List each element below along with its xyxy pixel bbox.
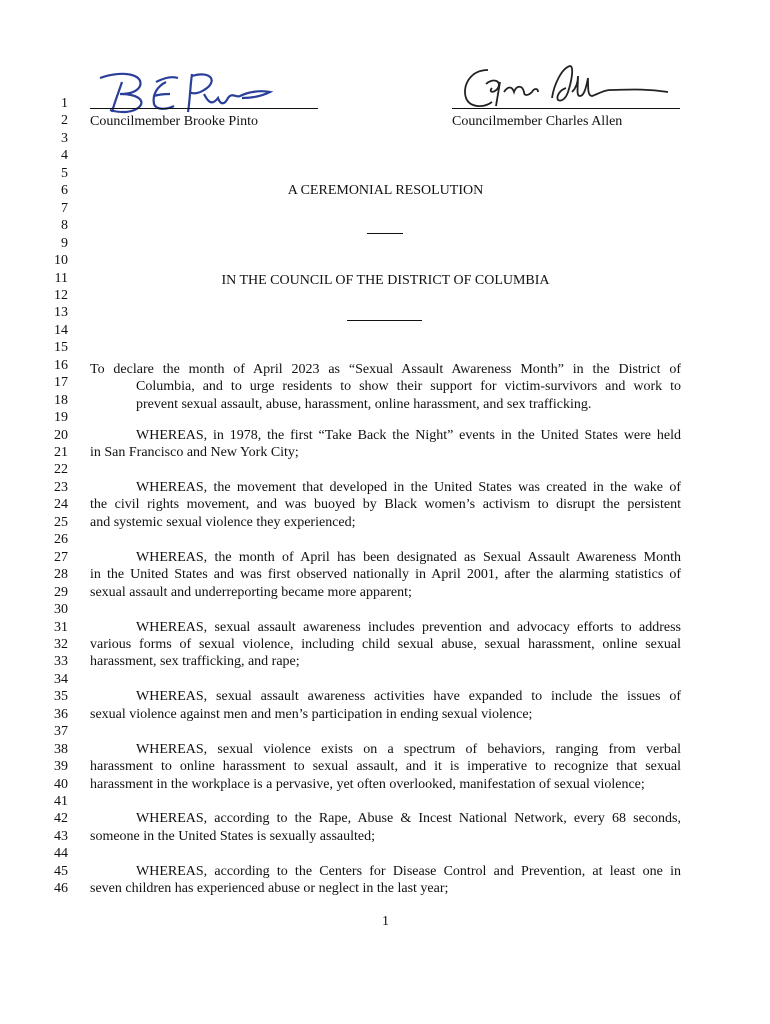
resolution-number-blank — [367, 233, 403, 234]
line-number: 5 — [61, 165, 68, 181]
line-number: 9 — [61, 235, 68, 251]
line-number: 44 — [54, 846, 68, 862]
resolution-title: A CEREMONIAL RESOLUTION — [287, 183, 484, 198]
line-number: 24 — [54, 497, 68, 513]
whereas-clause-line: WHEREAS, according to the Centers for Disease Control and Prevention, at least one in — [136, 863, 681, 879]
line-number: 42 — [54, 811, 68, 827]
purpose-line-3: prevent sexual assault, abuse, harassment, online harassment, and sex trafficking. — [136, 397, 592, 412]
line-number: 37 — [54, 724, 68, 740]
whereas-clause-line: various forms of sexual violence, including child sexual abuse, sexual harassment, online sexual — [90, 636, 681, 652]
line-number: 2 — [61, 113, 68, 129]
whereas-clause-line: sexual assault and underreporting became more apparent; — [90, 584, 412, 600]
line-number: 22 — [54, 462, 68, 478]
line-number: 12 — [54, 287, 68, 303]
line-number: 26 — [54, 532, 68, 548]
line-number: 19 — [54, 410, 68, 426]
whereas-clause-line: WHEREAS, sexual assault awareness activities have expanded to include the issues of — [136, 689, 681, 705]
line-number: 11 — [54, 270, 68, 286]
signature-line-left — [90, 108, 318, 109]
signature-line-right — [452, 108, 680, 109]
page-number: 1 — [382, 914, 389, 929]
line-number: 29 — [54, 584, 68, 600]
line-number: 35 — [54, 689, 68, 705]
line-number: 38 — [54, 741, 68, 757]
whereas-clause-line: someone in the United States is sexually assaulted; — [90, 828, 376, 844]
line-number: 21 — [54, 445, 68, 460]
whereas-clause-line: sexual violence against men and men’s participation in ending sexual violence; — [90, 706, 533, 722]
signatory-name-right: Councilmember Charles Allen — [452, 114, 623, 129]
line-number: 6 — [61, 183, 68, 199]
line-number: 13 — [54, 305, 68, 321]
line-number: 40 — [54, 776, 68, 792]
line-number: 3 — [61, 130, 68, 146]
whereas-clause-line: in San Francisco and New York City; — [90, 445, 299, 460]
line-number: 23 — [54, 479, 68, 495]
whereas-clause-line: WHEREAS, sexual violence exists on a spectrum of behaviors, ranging from verbal — [136, 741, 681, 757]
line-number: 46 — [54, 881, 68, 897]
line-number: 43 — [54, 828, 68, 844]
line-number: 14 — [54, 322, 68, 338]
signatory-name-left: Councilmember Brooke Pinto — [90, 114, 258, 129]
line-number: 15 — [54, 340, 68, 356]
whereas-clause-line: in the United States and was first observed nationally in April 2001, after the alarming statistics of — [90, 567, 681, 583]
purpose-line-1: To declare the month of April 2023 as “Sexual Assault Awareness Month” in the District of — [90, 362, 681, 377]
line-number: 33 — [54, 654, 68, 670]
line-number: 1 — [61, 96, 68, 111]
whereas-clause-line: WHEREAS, the movement that developed in the United States was created in the wake of — [136, 479, 681, 495]
line-number: 36 — [54, 706, 68, 722]
line-number: 4 — [61, 148, 68, 164]
whereas-clause-line: harassment in the workplace is a pervasive, yet often overlooked, manifestation of sexual violence; — [90, 776, 645, 792]
line-number: 10 — [54, 253, 68, 269]
council-heading: IN THE COUNCIL OF THE DISTRICT OF COLUMBIA — [221, 273, 550, 288]
line-number: 7 — [61, 200, 68, 216]
whereas-clause-line: WHEREAS, in 1978, the first “Take Back the Night” events in the United States were held — [136, 427, 681, 443]
whereas-clause-line: harassment to online harassment to sexual assault, and it is imperative to recognize that sexual — [90, 759, 681, 775]
line-number: 17 — [54, 375, 68, 391]
line-number: 34 — [54, 671, 68, 687]
line-number: 18 — [54, 392, 68, 408]
line-number: 16 — [54, 357, 68, 373]
whereas-clause-line: harassment, sex trafficking, and rape; — [90, 654, 300, 670]
line-number: 45 — [54, 863, 68, 879]
line-number: 30 — [54, 602, 68, 618]
whereas-clause-line: WHEREAS, sexual assault awareness includes prevention and advocacy efforts to address — [136, 619, 681, 635]
line-number: 32 — [54, 636, 68, 652]
whereas-clause-line: and systemic sexual violence they experienced; — [90, 514, 356, 530]
line-number: 39 — [54, 759, 68, 775]
line-number: 31 — [54, 619, 68, 635]
line-number: 41 — [54, 794, 68, 809]
line-number: 25 — [54, 514, 68, 530]
whereas-clause-line: seven children has experienced abuse or neglect in the last year; — [90, 881, 449, 897]
whereas-clause-line: the civil rights movement, and was buoyed by Black women’s activism to disrupt the persistent — [90, 497, 681, 513]
date-blank — [347, 320, 422, 321]
signature-charles-allen — [458, 62, 672, 114]
line-number: 20 — [54, 427, 68, 443]
whereas-clause-line: WHEREAS, according to the Rape, Abuse & Incest National Network, every 68 seconds, — [136, 811, 681, 827]
line-number: 27 — [54, 549, 68, 565]
whereas-clause-line: WHEREAS, the month of April has been designated as Sexual Assault Awareness Month — [136, 549, 681, 565]
line-number: 8 — [61, 218, 68, 234]
purpose-line-2: Columbia, and to urge residents to show their support for victim-survivors and work to — [136, 379, 681, 394]
line-number: 28 — [54, 567, 68, 583]
